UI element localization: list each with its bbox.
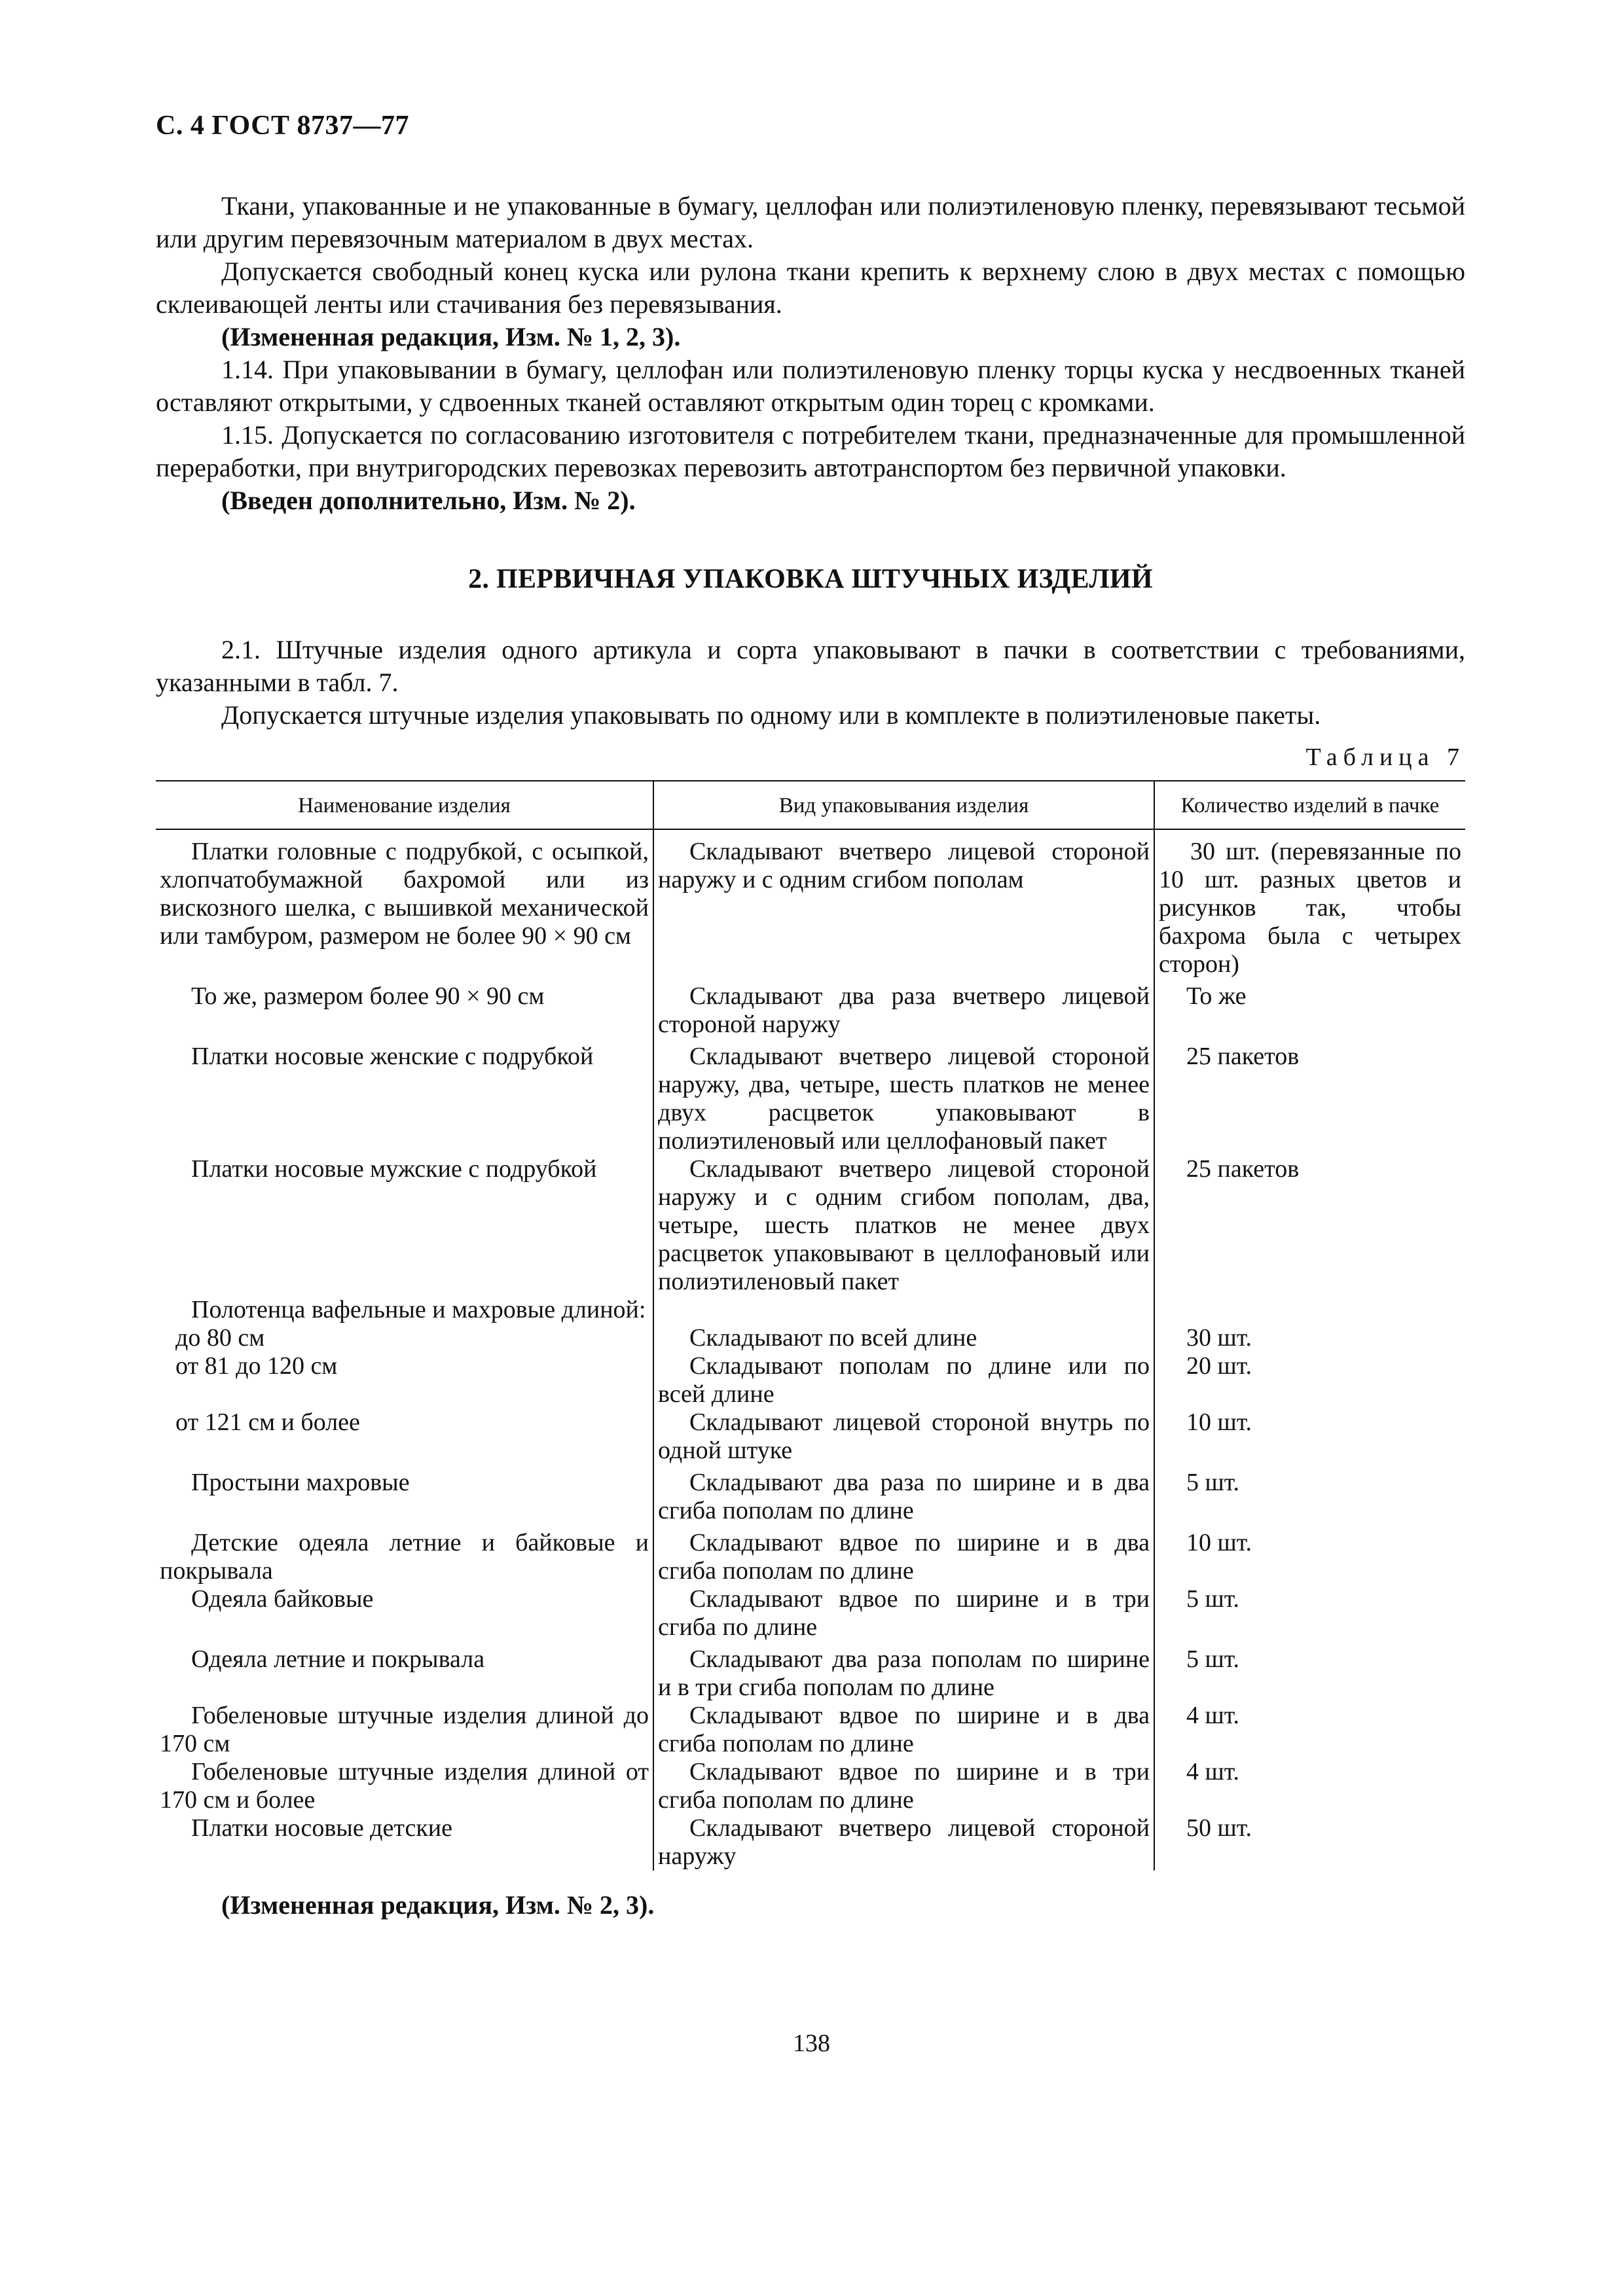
amendment-note: (Введен дополнительно, Изм. № 2). <box>221 486 636 515</box>
table-cell: Платки носовые детские <box>191 1814 452 1842</box>
table-cell: Складывают вчетверо лицевой стороной наружу, два, четыре, шесть платков не менее двух расцветок упаковывают в полиэтиленовый или целлофановый пакет <box>653 1043 1154 1155</box>
table-cell: 25 пакетов <box>1154 1155 1465 1296</box>
table-cell: Складывают пополам по длине или по всей длине <box>653 1352 1154 1408</box>
table-cell: Складывают вдвое по ширине и в три сгиба по длине <box>653 1585 1154 1645</box>
table-cell: То же <box>1154 982 1465 1043</box>
amendment-note: (Измененная редакция, Изм. № 2, 3). <box>221 1890 655 1920</box>
paragraph: Допускается свободный конец куска или рулона ткани крепить к верхнему слою в двух местах с помощью склеивающей ленты или стачивания без перевязывания. <box>156 257 1465 319</box>
table-row <box>156 1585 1465 1645</box>
paragraph: 1.15. Допускается по согласованию изготовителя с потребителем ткани, предназначенные для промышленной переработки, при внутригородских перевозках перевозить автотранспортом без первичной упаковки. <box>156 420 1465 482</box>
table-cell: То же, размером более 90 × 90 см <box>191 982 545 1010</box>
table-cell: 20 шт. <box>1154 1352 1465 1408</box>
table-cell: 5 шт. <box>1154 1585 1465 1645</box>
table-cell: до 80 см <box>175 1324 265 1352</box>
table-cell: Складывают вчетверо лицевой стороной наружу <box>653 1814 1154 1871</box>
table-row <box>156 1645 1465 1702</box>
table-cell: Гобеленовые штучные изделия длиной до 170 см <box>160 1702 649 1757</box>
table-row <box>156 1324 1465 1352</box>
table-cell: от 121 см и более <box>175 1408 360 1436</box>
table-cell: Складывают вдвое по ширине и в три сгиба пополам по длине <box>653 1758 1154 1814</box>
table-cell: Простыни махровые <box>191 1469 410 1496</box>
table-cell: Складывают вчетверо лицевой стороной наружу и с одним сгибом пополам, два, четыре, шесть платков не менее двух расцветок упаковывают в целлофановый или полиэтиленовый пакет <box>653 1155 1154 1296</box>
table-row <box>156 982 1465 1043</box>
table-cell: Гобеленовые штучные изделия длиной от 170 см и более <box>160 1758 649 1814</box>
column-header: Вид упаковывания изделия <box>653 781 1154 829</box>
table-cell: Складывают два раза по ширине и в два сгиба пополам по длине <box>653 1469 1154 1529</box>
table-cell: 25 пакетов <box>1154 1043 1465 1155</box>
table-row <box>156 1043 1465 1155</box>
table-header-row <box>156 781 1465 829</box>
column-header: Количество изделий в пачке <box>1154 781 1465 829</box>
table-row <box>156 1408 1465 1469</box>
table-cell: 30 шт. (перевязанные по 10 шт. разных цветов и рисунков так, чтобы бахрома была с четырех сторон) <box>1154 829 1465 982</box>
table-cell: Платки носовые женские с подрубкой <box>191 1043 594 1070</box>
table-cell <box>1154 1296 1465 1324</box>
paragraph: 2.1. Штучные изделия одного артикула и сорта упаковывают в пачки в соответствии с требованиями, указанными в табл. 7. <box>156 635 1465 697</box>
page-number: 138 <box>793 2030 830 2057</box>
packing-table <box>156 780 1465 1871</box>
paragraph: Допускается штучные изделия упаковывать по одному или в комплекте в полиэтиленовые пакеты. <box>221 700 1321 730</box>
table-row <box>156 1702 1465 1758</box>
table-cell: Одеяла летние и покрывала <box>191 1645 485 1673</box>
table-cell: Складывают два раза пополам по ширине и в три сгиба пополам по длине <box>653 1645 1154 1702</box>
table-row <box>156 1296 1465 1324</box>
table-cell: 10 шт. <box>1154 1529 1465 1585</box>
table-row <box>156 1529 1465 1585</box>
table-row <box>156 1814 1465 1871</box>
table-cell: от 81 до 120 см <box>175 1352 338 1380</box>
table-cell: Складывают лицевой стороной внутрь по одной штуке <box>653 1408 1154 1469</box>
table-cell: Складывают вдвое по ширине и в два сгиба пополам по длине <box>653 1529 1154 1585</box>
table-cell: Полотенца вафельные и махровые длиной: <box>191 1296 646 1323</box>
table-row <box>156 1352 1465 1408</box>
table-cell: Детские одеяла летние и байковые и покрывала <box>160 1529 649 1585</box>
table-cell: Платки носовые мужские с подрубкой <box>191 1155 597 1183</box>
table-cell: 10 шт. <box>1154 1408 1465 1469</box>
table-cell: 5 шт. <box>1154 1469 1465 1529</box>
table-cell: 4 шт. <box>1154 1758 1465 1814</box>
table-cell: 4 шт. <box>1154 1702 1465 1758</box>
table-cell: 30 шт. <box>1154 1324 1465 1352</box>
table-cell: 5 шт. <box>1154 1645 1465 1702</box>
paragraph: 1.14. При упаковывании в бумагу, целлофан или полиэтиленовую пленку торцы куска у несдвоенных тканей оставляют открытыми, у сдвоенных тканей оставляют открытым один торец с кромками. <box>156 355 1465 417</box>
paragraph: Ткани, упакованные и не упакованные в бумагу, целлофан или полиэтиленовую пленку, перевязывают тесьмой или другим перевязочным материалом в двух местах. <box>156 191 1465 253</box>
table-row <box>156 829 1465 982</box>
page-header: С. 4 ГОСТ 8737—77 <box>156 111 410 141</box>
table-cell: 50 шт. <box>1154 1814 1465 1871</box>
table-cell: Платки головные с подрубкой, с осыпкой, хлопчатобумажной бахромой или из вискозного шелка, с вышивкой механической или тамбуром, размером не более 90 × 90 см <box>160 838 649 950</box>
document-body <box>156 190 1465 1922</box>
table-cell: Складывают вчетверо лицевой стороной наружу и с одним сгибом пополам <box>653 829 1154 982</box>
table-row <box>156 1155 1465 1296</box>
table-row <box>156 1469 1465 1529</box>
section-title: 2. ПЕРВИЧНАЯ УПАКОВКА ШТУЧНЫХ ИЗДЕЛИЙ <box>468 564 1153 594</box>
table-cell: Складывают два раза вчетверо лицевой стороной наружу <box>653 982 1154 1043</box>
table-cell: Одеяла байковые <box>191 1585 374 1613</box>
table-cell <box>653 1296 1154 1324</box>
table-caption: Таблица 7 <box>1305 744 1465 771</box>
table-row <box>156 1758 1465 1814</box>
amendment-note: (Измененная редакция, Изм. № 1, 2, 3). <box>221 322 681 351</box>
column-header: Наименование изделия <box>298 794 511 817</box>
table-cell: Складывают по всей длине <box>653 1324 1154 1352</box>
table-cell: Складывают вдвое по ширине и в два сгиба пополам по длине <box>653 1702 1154 1758</box>
